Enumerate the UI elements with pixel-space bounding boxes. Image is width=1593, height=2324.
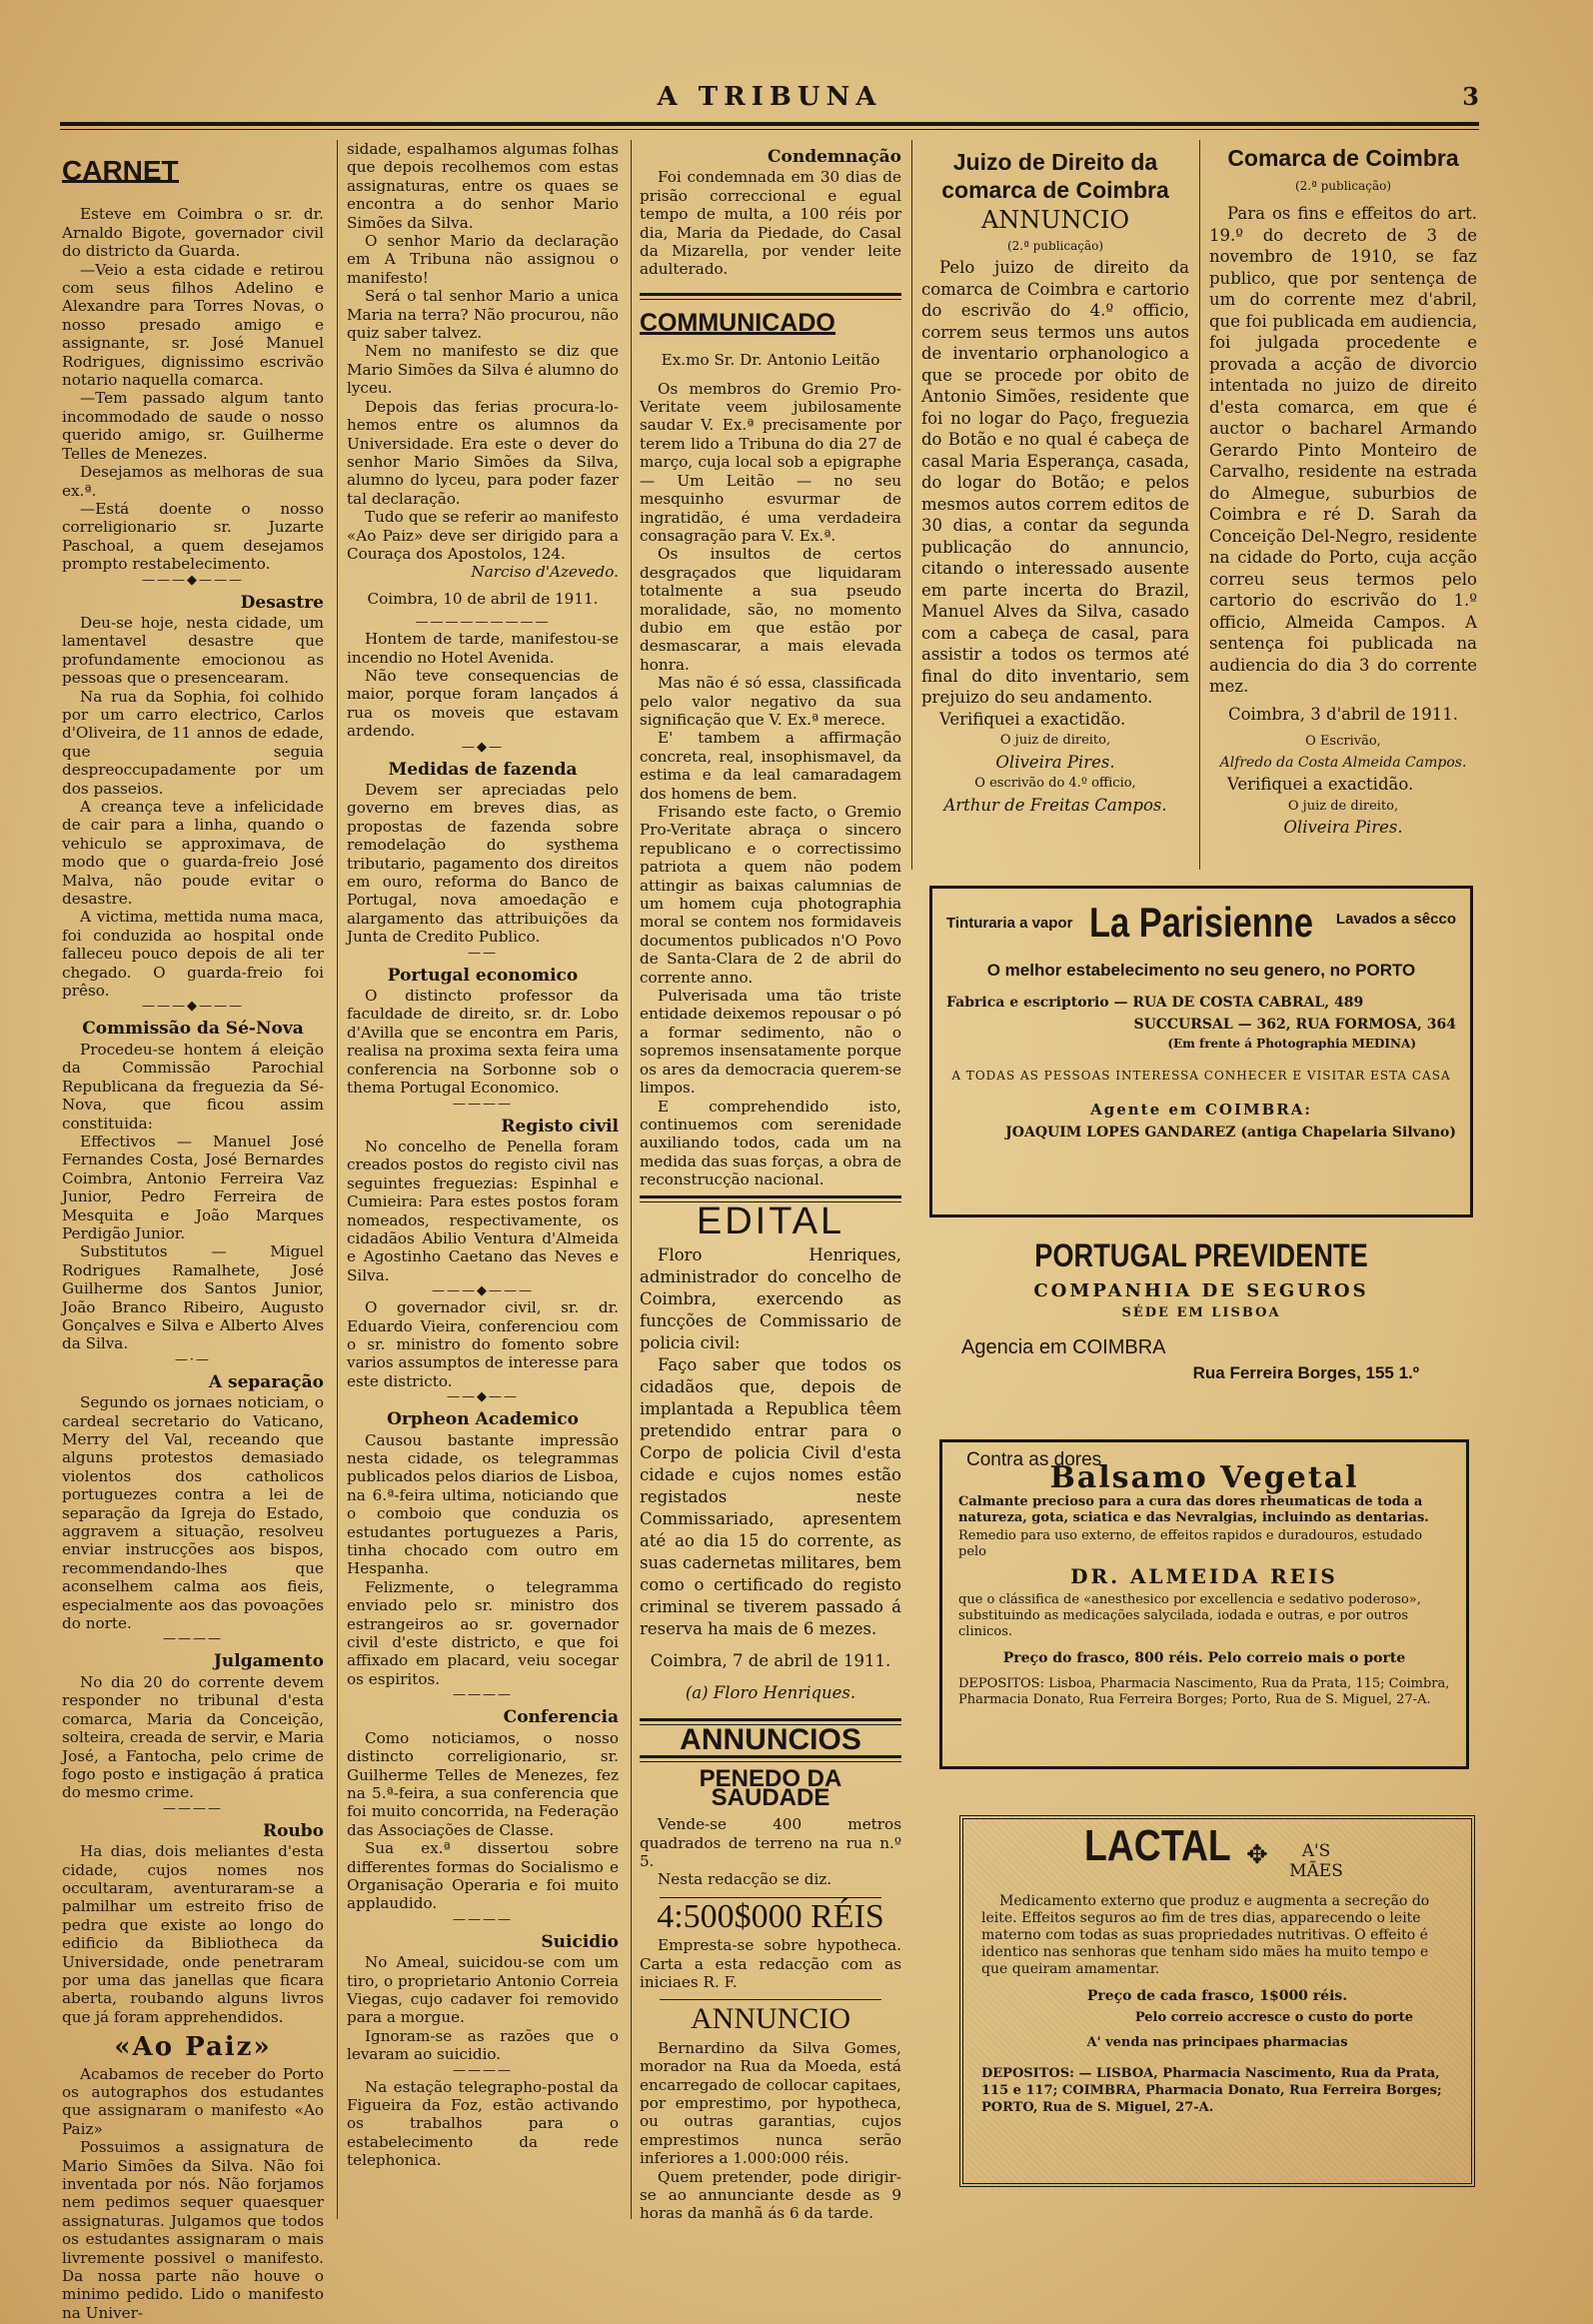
section-heading: Orpheon Academico [387, 1409, 579, 1430]
paragraph: Os insultos de certos desgraçados que liquidaram totalmente a sua pseudo moralidade, são, no momento dubio em que estão por desmascarar, a mais elevada honra. [640, 545, 901, 674]
paragraph: No concelho de Penella foram creados postos do registo civil nas seguintes freguezias: Espinhal e Cumieira: Para estes postos foram nomeados, respectivamente, os cidadãos Abilio Ventura d'Almeida e Agostinho Caetano das Neves e Silva. [347, 1137, 619, 1284]
separator: ———◆——— [142, 572, 244, 588]
ad-text: O melhor estabelecimento no seu genero, no PORTO [986, 961, 1416, 980]
ad-brand: PORTUGAL PREVIDENTE [1034, 1237, 1368, 1273]
annuncio-label: ANNUNCIO [980, 206, 1130, 234]
dateline: Coimbra, 7 de abril de 1911. [650, 1650, 891, 1670]
paragraph: Para os fins e effeitos do art. 19.º do decreto de 3 de novembro de 1910, se faz publico, que por sentença de um do corrente mez d'abril, que foi publicada em audiencia, foi julgada procedente e provada a acção de divorcio intentada no juizo de direito d'esta comarca, em que é auctor o bacharel Armando Gerardo Pinto Monteiro de Carvalho, residente na estrada do Almegue, suburbios de Coimbra e ré D. Sarah da Conceição Del-Negro, residente na cidade do Porto, cuja acção correu seus termos pelo cartorio do escrivão do 1.º officio, Almeida Campos. A sentença foi publicada na audiencia do dia 3 do corrente mez. [1209, 204, 1477, 696]
section-heading: Suicidio [541, 1931, 619, 1952]
ad-text: Preço do frasco, 800 réis. Pelo correio mais o porte [1002, 1650, 1406, 1666]
section-rule [640, 1755, 901, 1762]
paragraph: Pulverisada uma tão triste entidade deixemos repousar o pó a formar sedimento, não o sopremos insensatamente porque os ares da democracia querem-se limpos. [640, 987, 901, 1098]
column-divider [1199, 140, 1200, 870]
paragraph: Causou bastante impressão nesta cidade, os telegrammas publicados pelos diarios de Lisboa, na 6.ª-feira ultima, noticiando que o comboio que conduzia os estudantes portuguezes a Paris, tinha chocado com outro em Hespanha. [347, 1430, 619, 1578]
section-heading: Portugal economico [387, 965, 579, 986]
section-heading: Registo civil [501, 1116, 619, 1137]
ad-text: DEPOSITOS: Lisboa, Pharmacia Nascimento, Rua da Prata, 115; Coimbra, Pharmacia Donato, Rua Ferreira Borges; Porto, Rua de S. Miguel, 27-A. [958, 1676, 1450, 1707]
signature: Oliveira Pires. [995, 752, 1115, 772]
ad-text: (Em frente á Photographia MEDINA) [1167, 1037, 1416, 1051]
paragraph: Floro Henriques, administrador do concelho de Coimbra, exercendo as funcções de Commissario de policia civil: [640, 1244, 901, 1352]
paragraph: Bernardino da Silva Gomes, morador na Rua da Moeda, está encarregado de collocar capitaes, por emprestimo, por hypotheca, ou outras garantias, cujos emprestimos nunca serão inferiores a 1.000:000 réis. [640, 2038, 901, 2168]
paragraph: Não teve consequencias de maior, porque foram lançados á rua os moveis que estavam ardendo. [347, 666, 619, 741]
separator: ———— [163, 1800, 223, 1816]
ad-heading: ANNUNCIO [691, 2002, 850, 2036]
column-1 [62, 140, 324, 2322]
ad-heading: 4:500$000 RÉIS [657, 1897, 884, 1935]
paragraph: Depois das ferias procura-lo-hemos entre os alumnos da Universidade. Era este o dever do senhor Mario Simões da Silva, alumno do lyceu, para poder fazer tal declaração. [347, 397, 619, 508]
paragraph: sidade, espalhamos algumas folhas que depois recolhemos com estas assignaturas, entre os quaes se encontra a do senhor Mario Simões da Silva. [347, 140, 619, 232]
dateline: Coimbra, 10 de abril de 1911. [367, 589, 599, 608]
section-rule [640, 293, 901, 300]
signature: Oliveira Pires. [1283, 818, 1403, 837]
paragraph: Acabamos de receber do Porto os autographos dos estudantes que assignaram o manifesto «Ao Paiz» [62, 2064, 324, 2138]
paragraph: E' tambem a affirmação concreta, real, insophismavel, da estima e da leal camaradagem dos homens de bem. [640, 729, 901, 803]
paragraph: Sua ex.ª dissertou sobre differentes formas do Socialismo e Organisação Operaria e foi muito applaudido. [347, 1839, 619, 1913]
signature: (a) Floro Henriques. [685, 1682, 856, 1702]
ad-text: Medicamento externo que produz e augmenta a secreção do leite. Effeitos seguros ao fim de tres dias, apparecendo o leite materno com todas as suas propriedades nutritivas. O effeito é identico nas senhoras que tenham sido mães ha muito tempo e que queiram amamentar. [981, 1893, 1430, 1977]
ad-text: Fabrica e escriptorio — RUA DE COSTA CABRAL, 489 [946, 995, 1364, 1011]
paragraph: O distincto professor da faculdade de direito, sr. dr. Lobo d'Avilla que se encontra em Paris, realisa na proxima sexta feira uma conferencia na Sorbonne sob o thema Portugal Economico. [347, 987, 619, 1098]
separator [660, 1999, 881, 2000]
salutation: Ex.mo Sr. Dr. Antonio Leitão [661, 351, 880, 370]
paragraph: Frisando este facto, o Gremio Pro-Veritate abraça o sincero republicano e o correctissimo patriota a quem não podem attingir as baixas calumnias de um homem cuja photographia moral se contem nos formidaveis documentos publicados n'O Povo de Santa-Clara de 2 de abril do corrente anno. [640, 803, 901, 987]
paragraph: Nesta redacção se diz. [658, 1870, 832, 1889]
separator: ——◆—— [447, 1389, 519, 1405]
signature: Arthur de Freitas Campos. [943, 795, 1167, 815]
signature-label: O escrivão do 4.º officio, [974, 776, 1136, 791]
paragraph: —Tem passado algum tanto incommodado de saude o nosso querido amigo, sr. Guilherme Telles de Menezes. [62, 389, 324, 463]
header-rule [60, 122, 1479, 126]
ad-text: DEPOSITOS: — LISBOA, Pharmacia Nascimento, Rua da Prata, 115 e 117; COIMBRA, Pharmacia Donato, Rua Ferreira Borges; PORTO, Rua de S. Miguel, 27-A. [981, 2066, 1442, 2115]
paragraph: Substitutos — Miguel Rodrigues Ramalhete, José Guilherme dos Santos Junior, João Branco Ribeiro, Augusto Gonçalves e Silva e Alberto Alves da Silva. [62, 1242, 324, 1353]
signature: Narciso d'Azevedo. [471, 563, 619, 582]
dateline: Coimbra, 3 d'abril de 1911. [1228, 704, 1458, 724]
ad-heading: PENEDO DA SAUDADE [699, 1765, 842, 1811]
paragraph: Desejamos as melhoras de sua ex.ª. [62, 463, 324, 500]
section-heading: Desastre [240, 592, 324, 613]
paragraph: Será o tal senhor Mario a unica Maria na terra? Não procurou, não quiz saber talvez. [347, 287, 619, 343]
header-rule-thin [60, 129, 1479, 130]
column-5 [1209, 140, 1477, 870]
separator: ———— [163, 1631, 223, 1647]
ad-text: A' venda nas principaes pharmacias [1086, 2035, 1348, 2050]
paragraph: Effectivos — Manuel José Fernandes Costa, José Bernardes Coimbra, Antonio Ferreira Vaz Junior, Pedro Ferreira de Mesquita e João Marques Perdigão Junior. [62, 1132, 324, 1242]
paragraph: Esteve em Coimbra o sr. dr. Arnaldo Bigote, governador civil do districto da Guarda. [62, 205, 324, 261]
carnet-heading: CARNET [62, 155, 179, 186]
paragraph: Ignoram-se as razões que o levaram ao suicidio. [347, 2026, 619, 2064]
paragraph: Ha dias, dois meliantes d'esta cidade, cujos nomes nos occultaram, aventuraram-se a palmilhar um estreito friso de pedra que existe ao longo do edificio da Bibliotheca da Universidade, onde penetraram por uma das janellas que ficara aberta, roubando alguns livros que já foram apprehendidos. [62, 1842, 324, 2026]
page-number: 3 [1462, 82, 1479, 111]
section-heading: Medidas de fazenda [388, 759, 578, 780]
ad-brand: Balsamo Vegetal [1049, 1460, 1359, 1495]
paragraph: —Está doente o nosso correligionario sr. Juzarte Paschoal, a quem desejamos prompto restabelecimento. [62, 499, 324, 574]
paragraph: No Ameal, suicidou-se com um tiro, o proprietario Antonio Correia Viegas, cujo cadaver foi removido para a morgue. [347, 1953, 619, 2027]
paragraph: Os membros do Gremio Pro-Veritate veem jubilosamente saudar V. Ex.ª precisamente por terem lido a Tribuna do dia 27 de março, cuja local sob a epigraphe — Um Leitão — no seu mesquinho esvurmar de ingratidão, é uma verdadeira consagração para V. Ex.ª. [640, 379, 901, 545]
signature: Alfredo da Costa Almeida Campos. [1219, 754, 1467, 771]
ad-text: SUCCURSAL — 362, RUA FORMOSA, 364 [1133, 1017, 1456, 1033]
communicado-heading: COMMUNICADO [640, 308, 835, 337]
column-2 [347, 140, 619, 2219]
separator: ———— [453, 1911, 513, 1927]
edital-heading: EDITAL [696, 1199, 845, 1242]
paragraph: Empresta-se sobre hypotheca. Carta a esta redacção com as iniciaes R. F. [640, 1936, 901, 1991]
section-heading: Juizo de Direito da comarca de Coimbra [941, 149, 1169, 203]
paragraph: Procedeu-se hontem á eleição da Commissão Parochial Republicana da freguezia da Sé-Nova, que ficou assim constituida: [62, 1040, 324, 1133]
paragraph: Segundo os jornaes noticiam, o cardeal secretario do Vaticano, Merry del Val, receando que alguns protestos demasiado violentos dos catholicos portuguezes contra a lei de separação da Igreja do Estado, aggravem a situação, resolveu enviar instrucções aos bispos, recommendando-lhes que aconselhem calma aos fieis, especialmente aos das povoações do norte. [62, 1393, 324, 1633]
ad-text: Agencia em COIMBRA [961, 1336, 1166, 1358]
ad-text: que o clássifica de «anesthesico por excellencia e sedativo poderoso», substituindo as medicações salycilada, iodada e outras, e por outros clinicos. [958, 1592, 1421, 1639]
ad-text: Preço de cada frasco, 1$000 réis. [1086, 1988, 1348, 2004]
separator: ———— [453, 1096, 513, 1112]
section-heading: Commissão da Sé-Nova [82, 1019, 304, 1040]
paragraph: Felizmente, o telegramma enviado pelo sr. ministro dos estrangeiros ao sr. governador civil d'este districto, e que foi affixado em placard, veiu socegar os espiritos. [347, 1577, 619, 1688]
ad-text: JOAQUIM LOPES GANDAREZ (antiga Chapelaria Silvano) [1005, 1125, 1456, 1141]
flower-icon: ✥ [1246, 1840, 1268, 1870]
paragraph: Faço saber que todos os cidadãos que, depois de implantada a Republica têem pretendido entrar para o Corpo de policia Civil d'esta cidade e cujos nomes estão registados neste Commissariado, apresentem até ao dia 15 do corrente, as suas cadernetas militares, bem como o certificado do registo criminal se tiverem passado á reserva ha mais de 6 mezes. [640, 1354, 901, 1638]
paragraph: Possuimos a assignatura de Mario Simões da Silva. Não foi inventada por nós. Não forjamos nem pedimos sequer quaesquer assignaturas. Julgamos que todos os estudantes assignaram o mais livremente possivel o manifesto. Da nossa parte não houve o minimo pedido. Lido o manifesto na Univer- [62, 2138, 324, 2322]
ad-text: A TODAS AS PESSOAS INTERESSA CONHECER E VISITAR ESTA CASA [951, 1069, 1451, 1083]
annuncios-heading: ANNUNCIOS [680, 1722, 861, 1756]
separator: ———◆——— [432, 1283, 534, 1299]
ad-portugal-previdente [929, 1229, 1473, 1429]
section-heading: Condemnação [768, 147, 901, 167]
masthead [60, 82, 1479, 118]
paragraph: Pelo juizo de direito da comarca de Coimbra e cartorio do escrivão do 4.º officio, correm seus termos uns autos de inventario orphanologico a que se procede por obito de Antonio Simões, residente que foi no logar do Paço, freguezia do Botão e no qual é cabeça de casal Maria Esperança, casada, do logar do Botão; e pelos mesmos autos correm editos de 30 dias, a contar da segunda publicação do annuncio, citando o interessado ausente em parte incerta do Brazil, Manuel Alves da Silva, casado com a cabeça de casal, para assistir a todos os termos até final do dito inventario, sem prejuizo do seu andamento. [921, 258, 1189, 707]
paragraph: Verifiquei a exactidão. [939, 709, 1126, 729]
ad-text: Agente em COIMBRA: [1090, 1101, 1312, 1119]
paragraph: A creança teve a infelicidade de cair para a linha, quando o vehiculo se approximava, de modo que o guarda-freio José Malva, não poude evitar o desastre. [62, 798, 324, 909]
paragraph: Foi condemnada em 30 dias de prisão correccional e egual tempo de multa, a 100 réis por dia, Maria da Piedade, do Casal da Mizarella, por vender leite adulterado. [640, 168, 901, 279]
ad-text: Tinturaria a vapor [946, 915, 1073, 932]
paragraph: Nem no manifesto se diz que Mario Simões da Silva é alumno do lyceu. [347, 342, 619, 398]
paragraph: Deu-se hoje, nesta cidade, um lamentavel desastre que profundamente emocionou as pessoas que o presencearam. [62, 613, 324, 688]
paragraph: Hontem de tarde, manifestou-se incendio no Hotel Avenida. [347, 630, 619, 667]
signature-label: O Escrivão, [1305, 734, 1381, 749]
ad-text: A'S MÃES [1289, 1841, 1343, 1881]
paragraph: Na estação telegrapho-postal da Figueira da Foz, estão activando os trabalhos para o estabelecimento da rede telephonica. [347, 2077, 619, 2170]
column-divider [911, 140, 912, 870]
separator: ———◆——— [142, 999, 244, 1015]
column-4 [921, 140, 1189, 870]
ad-lactal [959, 1815, 1475, 2187]
column-divider [337, 140, 338, 2219]
section-heading: Comarca de Coimbra [1227, 145, 1459, 171]
paragraph: E comprehendido isto, continuemos com serenidade auxiliando todos, cada um na medida das suas forças, a obra de reconstrucção nacional. [640, 1097, 901, 1189]
ad-text: Calmante precioso para a cura das dores rheumaticas de toda a natureza, gota, sciatica e das Nevralgias, incluindo as dentarias. [958, 1494, 1429, 1525]
section-heading: A separação [208, 1371, 324, 1392]
separator: —— [468, 945, 498, 961]
ad-text: Lavados a sêcco [1335, 911, 1456, 928]
ad-text: SÉDE EM LISBOA [1121, 1305, 1281, 1320]
separator: ———— [453, 2062, 513, 2078]
paragraph: Mas não é só essa, classificada pelo valor negativo da sua significação que V. Ex.ª merece. [640, 674, 901, 729]
paragraph: O governador civil, sr. dr. Eduardo Vieira, conferenciou com o sr. ministro do fomento sobre varios assumptos de interesse para este districto. [347, 1298, 619, 1390]
section-heading: «Ao Paiz» [114, 2032, 272, 2063]
ad-balsamo-vegetal [939, 1439, 1469, 1769]
ad-text: Pelo correio accresce o custo do porte [1134, 2010, 1413, 2025]
ad-brand: La Parisienne [1089, 899, 1313, 946]
separator: —◆— [462, 739, 504, 755]
paragraph: Vende-se 400 metros quadrados de terreno na rua n.º 5. [640, 1815, 901, 1870]
paragraph: O senhor Mario da declaração em A Tribuna não assignou o manifesto! [347, 232, 619, 287]
signature-label: O juiz de direito, [1287, 798, 1399, 814]
paragraph: No dia 20 do corrente devem responder no tribunal d'esta comarca, Maria da Conceição, solteira, creada de servir, e Maria José, a Fantocha, pelo crime de fogo posto e instigação á pratica do mesmo crime. [62, 1672, 324, 1802]
paragraph: A victima, mettida numa maca, foi conduzida ao hospital onde falleceu pouco depois de ali ter chegado. O guarda-freio foi prêso. [62, 908, 324, 1001]
ad-brand: LACTAL [1083, 1821, 1231, 1870]
paragraph: Tudo que se referir ao manifesto «Ao Paiz» deve ser dirigido para a Couraça dos Apostolos, 124. [347, 508, 619, 563]
column-3 [640, 140, 901, 2223]
section-heading: Conferencia [503, 1707, 619, 1728]
publication-label: (2.ª publicação) [1006, 238, 1104, 253]
separator: ———— [453, 1687, 513, 1703]
edital-body [640, 1244, 901, 1704]
paragraph: —Veio a esta cidade e retirou com seus filhos Adelino e Alexandre para Torres Novas, o nosso presado amigo e assignante, sr. José Manuel Rodrigues, dignissimo escrivão notario naquella comarca. [62, 260, 324, 390]
ad-text: Rua Ferreira Borges, 155 1.º [1192, 1363, 1419, 1382]
paragraph: Na rua da Sophia, foi colhido por um carro electrico, Carlos d'Oliveira, de 11 annos de edade, que seguia despreoccupadamente por um dos passeios. [62, 687, 324, 798]
separator: —·— [174, 1351, 212, 1367]
paragraph: Verifiquei a exactidão. [1227, 775, 1414, 794]
ad-text: Contra as dores [966, 1449, 1102, 1470]
ad-text: DR. ALMEIDA REIS [1070, 1564, 1338, 1588]
ad-text: Remedio para uso externo, de effeitos rapidos e duradouros, estudado pelo [958, 1528, 1423, 1559]
paragraph: Como noticiamos, o nosso distincto correligionario, sr. Guilherme Telles de Menezes, fez na 5.ª-feira, a sua conferencia que foi muito concorrida, na Federação das Associações de Classe. [347, 1728, 619, 1839]
separator: ————————— [415, 615, 551, 631]
signature-label: O juiz de direito, [999, 733, 1111, 748]
column-divider [631, 140, 632, 2219]
newspaper-title: A TRIBUNA [657, 82, 882, 112]
paragraph: Devem ser apreciadas pelo governo em breves dias, as propostas de fazenda sobre remodelação do systhema tributario, pagamento dos direitos em ouro, reforma do Banco de Portugal, nova amoedação e alargamento das attribuições da Junta de Credito Publico. [347, 781, 619, 947]
section-heading: Julgamento [213, 1651, 324, 1672]
section-heading: Roubo [262, 1820, 324, 1841]
ad-text: COMPANHIA DE SEGUROS [1033, 1280, 1369, 1301]
paragraph: Quem pretender, pode dirigir-se ao annunciante desde as 9 horas da manhã ás 6 da tarde. [640, 2167, 901, 2223]
ad-la-parisienne [929, 886, 1473, 1217]
publication-label: (2.ª publicação) [1294, 178, 1392, 193]
